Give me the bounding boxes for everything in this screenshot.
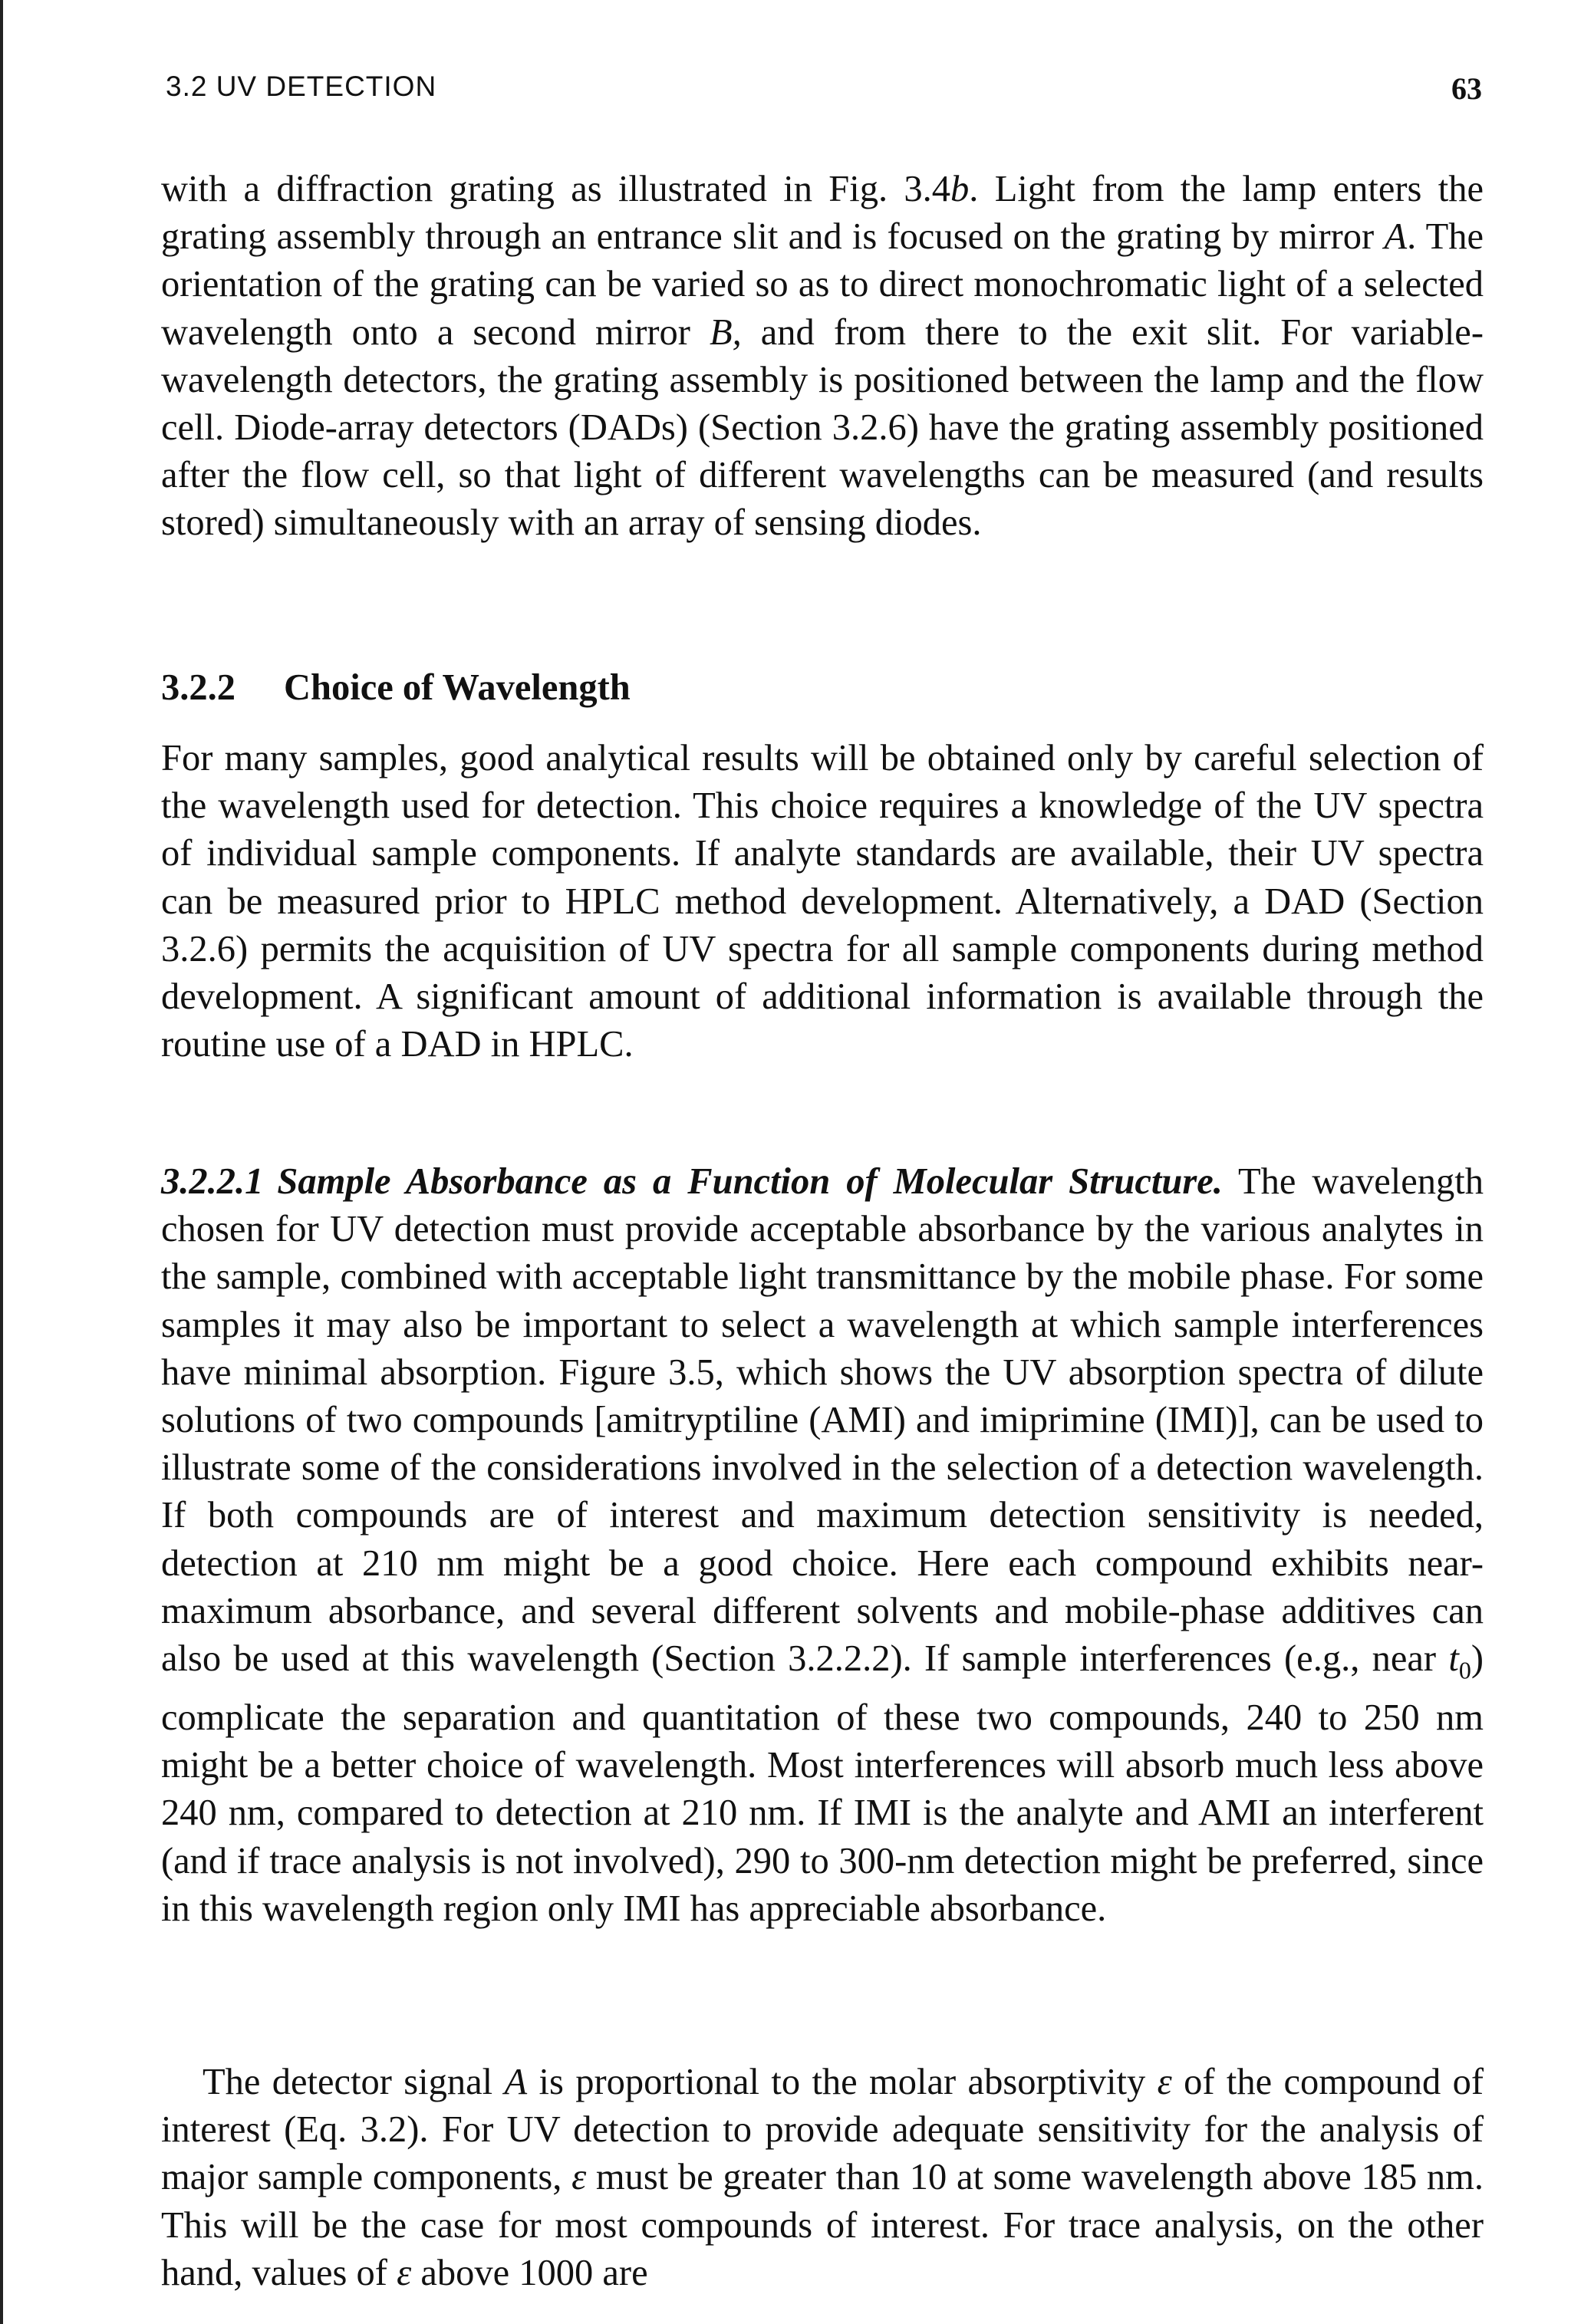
paragraph-text: ) complicate the separation and quantitation of these two compounds, 240 to 250 nm might be a better choice of wavelength. Most interferences will absorb much less above 240 nm, compared to detection at 210 nm. If IMI is the analyte and AMI an interferent (and if trace analysis is not involved), 290 to 300-nm detection might be preferred, since in this wavelength region only IMI has appreciable absorbance. [161, 1638, 1484, 1929]
section-title: Choice of Wavelength [284, 667, 631, 708]
epsilon-symbol: ε [571, 2157, 587, 2198]
paragraph-text: with a diffraction grating as illustrated in Fig. 3.4 [161, 169, 951, 209]
paragraph-text: . The orientation of the grating can be varied so as to direct monochromatic light of a selected wavelength onto a second mirror [161, 216, 1484, 353]
running-head-section: 3.2 UV DETECTION [166, 71, 437, 102]
paragraph-text: above 1000 are [411, 2252, 648, 2293]
paragraph-text: of the compound of interest (Eq. 3.2). For UV detection to provide adequate sensitivity for the analysis of major sample components, [161, 2062, 1484, 2198]
t0-symbol: t [1448, 1638, 1459, 1680]
paragraph-text: and from there to the exit slit. For variable-wavelength detectors, the grating assembly is positioned between the lamp and the flow cell. Diode-array detectors (DADs) (Section 3.2.6) have the grating assembly positioned after the flow cell, so that light of different wavelengths can be measured (and results stored) simultaneously with an array of sensing diodes. [161, 311, 1484, 544]
subsection-title: Sample Absorbance as a Function of Molecular Structure. [277, 1161, 1223, 1202]
paragraph-detector-signal [161, 2059, 1484, 2297]
paragraph-choice-wavelength [161, 735, 1484, 1068]
paragraph-text: . Light from the lamp enters the grating assembly through an entrance slit and is focused on the grating by mirror [161, 169, 1484, 258]
section-heading-322 [161, 664, 1484, 712]
signal-symbol: A [504, 2062, 528, 2102]
subsection-number: 3.2.2.1 [161, 1161, 264, 1202]
mirror-label: A [1384, 216, 1408, 258]
paragraph-grating [161, 166, 1484, 548]
paragraph-text: For many samples, good analytical results will be obtained only by careful selection of the wavelength used for detection. This choice requires a knowledge of the UV spectra of individual sample components. If analyte standards are available, their UV spectra can be measured prior to HPLC method development. Alternatively, a DAD (Section 3.2.6) permits the acquisition of UV spectra for all sample components during method development. A significant amount of additional information is available through the routine use of a DAD in HPLC. [161, 738, 1484, 1065]
figure-ref-letter: b [950, 169, 970, 209]
epsilon-symbol: ε [1157, 2062, 1172, 2102]
running-head [166, 71, 1482, 117]
page-number: 63 [1451, 71, 1482, 106]
paragraph-text: is proportional to the molar absorptivity [527, 2062, 1158, 2102]
section-number: 3.2.2 [161, 667, 235, 708]
page-edge-rule [0, 0, 3, 2324]
subsection-heading-3221 [161, 1161, 1223, 1202]
paragraph-text: The detector signal [203, 2062, 505, 2102]
t0-subscript: 0 [1458, 1656, 1471, 1684]
epsilon-symbol: ε [397, 2252, 412, 2293]
mirror-label: B, [709, 311, 742, 353]
paragraph-text: must be greater than 10 at some wavelength above 185 nm. This will be the case for most compounds of interest. For trace analysis, on the other hand, values of [161, 2157, 1484, 2293]
paragraph-subsection-3221 [161, 1158, 1484, 1933]
paragraph-text: The wavelength chosen for UV detection must provide acceptable absorbance by the various analytes in the sample, combined with acceptable light transmittance by the mobile phase. For some samples it may also be important to select a wavelength at which sample interferences have minimal absorption. Figure 3.5, which shows the UV absorption spectra of dilute solutions of two compounds [amitryptiline (AMI) and imiprimine (IMI)], can be used to illustrate some of the considerations involved in the selection of a detection wavelength. If both compounds are of interest and maximum detection sensitivity is needed, detection at 210 nm might be a good choice. Here each compound exhibits near-maximum absorbance, and several different solvents and mobile-phase additives can also be used at this wavelength (Section 3.2.2.2). If sample interferences (e.g., near [161, 1161, 1484, 1680]
